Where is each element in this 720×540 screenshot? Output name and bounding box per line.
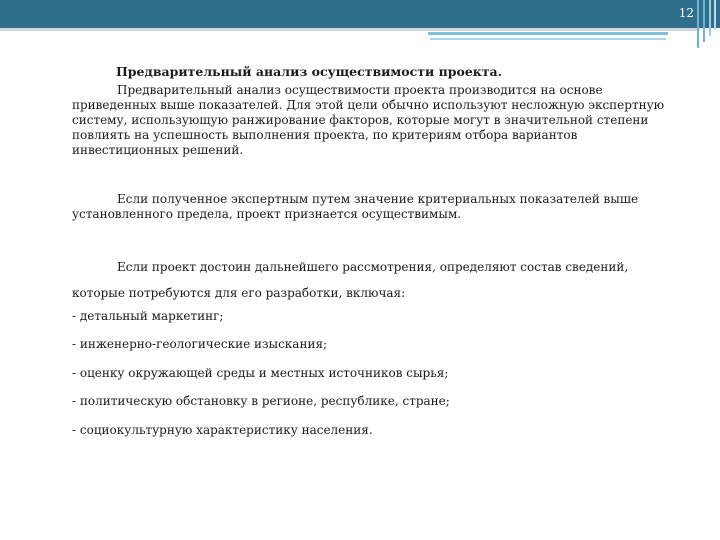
list-item: - оценку окружающей среды и местных источников сырья; <box>72 366 449 380</box>
header-bar <box>0 0 720 28</box>
list-item: - политическую обстановку в регионе, республике, стране; <box>72 394 450 408</box>
decorative-stripe <box>430 38 666 40</box>
decorative-vertical-bar <box>697 0 699 48</box>
decorative-vertical-bar <box>703 0 705 42</box>
decorative-vertical-bar <box>714 0 716 30</box>
paragraph: Если полученное экспертным путем значение критериальных показателей выше установленного предела, проект признается осуществимым. <box>72 192 639 221</box>
decorative-stripe <box>428 32 668 35</box>
decorative-vertical-bar <box>709 0 711 36</box>
list-item: - детальный маркетинг; <box>72 309 224 323</box>
list-item: - социокультурную характеристику населения. <box>72 423 373 437</box>
paragraph: Если проект достоин дальнейшего рассмотрения, определяют состав сведений, которые потребуются для его разработки, включая: <box>72 260 629 300</box>
list-item: - инженерно-геологические изыскания; <box>72 337 328 351</box>
header-divider <box>0 28 700 31</box>
page-number: 12 <box>678 6 694 20</box>
slide-title: Предварительный анализ осуществимости проекта. <box>116 64 503 79</box>
paragraph: Предварительный анализ осуществимости проекта производится на основе приведенных выше показателей. Для этой цели обычно используют несложную экспертную систему, использующую ранжирование факторов, которые могут в значительной степени повлиять на успешность выполнения проекта, по критериям отбора вариантов инвестиционных решений. <box>72 83 665 157</box>
